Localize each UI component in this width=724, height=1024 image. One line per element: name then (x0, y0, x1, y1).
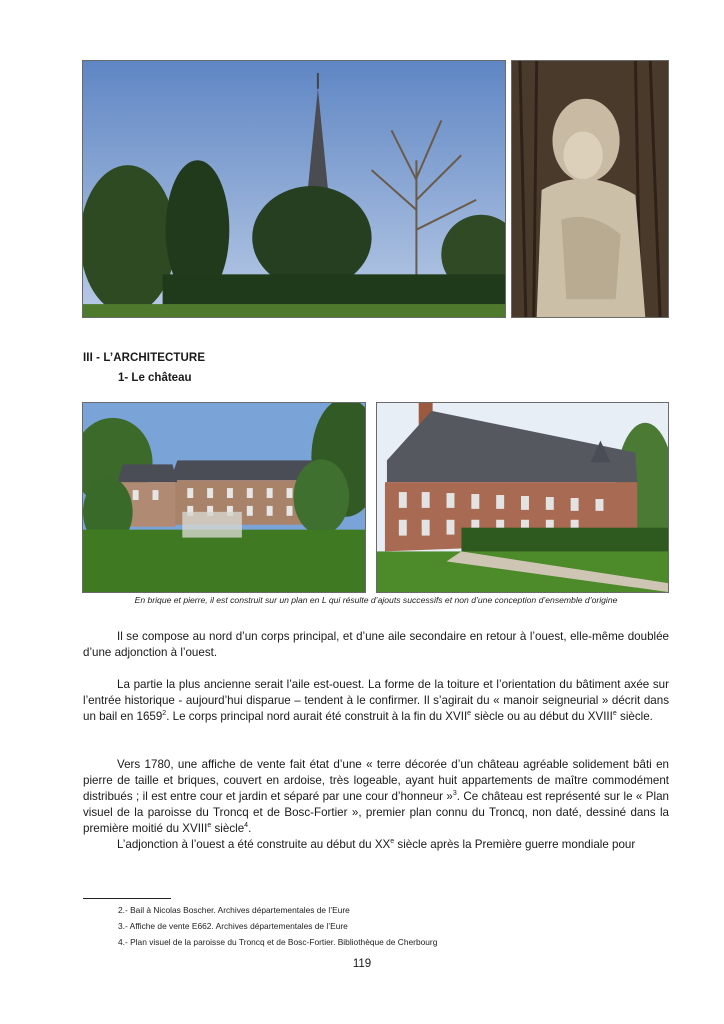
paragraph-1-text: Il se compose au nord d’un corps principal, et d’une aile secondaire en retour à l’ouest, elle-même doublée d’une adjonction à l’ouest. (83, 630, 669, 659)
century-superscript: e (612, 710, 617, 718)
footnote-ref-2: 2 (162, 710, 167, 718)
paragraph-2 (83, 677, 669, 725)
century-superscript: e (207, 822, 212, 830)
paragraph-1 (83, 629, 669, 661)
paragraph-4 (83, 837, 669, 853)
chateau-front-photo (82, 402, 366, 593)
section-title: III - L’ARCHITECTURE (83, 352, 206, 364)
paragraph-2-text-b: . Le corps principal nord aurait été construit à la fin du XVII (166, 710, 468, 723)
paragraph-3 (83, 757, 669, 837)
chateau-side-photo (376, 402, 669, 593)
footnote-ref-3: 3 (452, 790, 457, 798)
subsection-title: 1- Le château (118, 372, 192, 384)
paragraph-2-text-c: siècle ou au début du XVIII (471, 710, 613, 723)
statue-photo (511, 60, 669, 318)
paragraph-3-text-c: siècle (211, 822, 245, 835)
footnote-4: 4.- Plan visuel de la paroisse du Troncq et de Bosc-Fortier. Bibliothèque de Cherbourg (118, 937, 438, 947)
century-superscript: e (467, 710, 472, 718)
paragraph-3-text-b: . Ce château est représenté sur le « Plan visuel de la paroisse du Troncq et de Bosc-Fortier », premier plan connu du Troncq, non daté, dessiné dans la première moitié du XVIII (83, 790, 669, 835)
footnote-2: 2.- Bail à Nicolas Boscher. Archives départementales de l’Eure (118, 905, 350, 915)
footnote-ref-4: 4 (244, 822, 249, 830)
paragraph-3-text-d: . (248, 822, 252, 835)
page-number: 119 (352, 958, 372, 970)
paragraph-2-text-d: siècle. (616, 710, 653, 723)
paragraph-4-text-b: siècle après la Première guerre mondiale pour (394, 838, 636, 851)
paragraph-4-text-a: L’adjonction à l’ouest a été construite au début du XX (117, 838, 391, 851)
church-photo (82, 60, 506, 318)
footnote-divider (83, 898, 171, 899)
statue-image (512, 61, 668, 317)
century-superscript: e (390, 838, 395, 846)
paragraph-3-text-a: Vers 1780, une affiche de vente fait état d’une « terre décorée d’un château agréable solidement bâti en pierre de taille et briques, couvert en ardoise, très logeable, ayant huit appartements de maître commodément distribués ; il est entre cour et jardin et séparé par une cour d’honneur » (83, 758, 669, 803)
church-image (83, 61, 505, 317)
chateau-side-image (377, 403, 668, 592)
paragraph-2-text-a: La partie la plus ancienne serait l’aile est-ouest. La forme de la toiture et l’orientation du bâtiment axée sur l’entrée historique - aujourd’hui disparue – tendent à le confirmer. Il s’agirait du « manoir seigneurial » décrit dans un bail en 1659 (83, 678, 669, 723)
footnote-3: 3.- Affiche de vente E662. Archives départementales de l’Eure (118, 921, 348, 931)
chateau-front-image (83, 403, 365, 592)
photo-caption: En brique et pierre, il est construit sur un plan en L qui résulte d’ajouts successifs et non d’une conception d’ensemble d’origine (134, 595, 618, 605)
